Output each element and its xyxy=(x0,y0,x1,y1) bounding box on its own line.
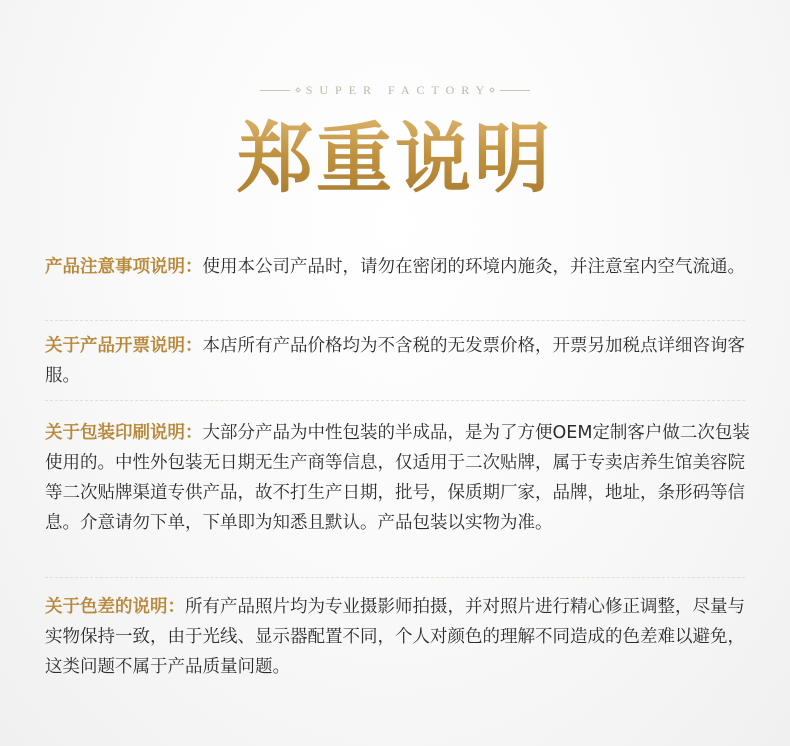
section-label: 产品注意事项说明： xyxy=(45,257,203,277)
section-packaging xyxy=(45,418,757,538)
right-rule xyxy=(500,90,530,91)
left-rule xyxy=(260,90,290,91)
section-divider xyxy=(45,320,745,321)
section-invoice xyxy=(45,331,757,391)
section-text: 所有产品照片均为专业摄影师拍摄，并对照片进行精心修正调整，尽量与实物保持一致，由于光线、显示器配置不同，个人对颜色的理解不同造成的色差难以避免，这类问题不属于产品质量问题。 xyxy=(45,597,745,677)
section-product-notice xyxy=(45,252,757,282)
section-text: 本店所有产品价格均为不含税的无发票价格，开票另加税点详细咨询客服。 xyxy=(45,336,745,386)
section-label: 关于产品开票说明： xyxy=(45,336,203,356)
section-text: 使用本公司产品时，请勿在密闭的环境内施灸，并注意室内空气流通。 xyxy=(202,257,745,277)
section-label: 关于色差的说明： xyxy=(45,597,185,617)
section-text: 大部分产品为中性包装的半成品，是为了方便OEM定制客户做二次包装使用的。中性外包装无日期无生产商等信息，仅适用于二次贴牌，属于专卖店养生馆美容院等二次贴牌渠道专供产品，故不打生产日期，批号，保质期厂家，品牌，地址，条形码等信息。介意请勿下单，下单即为知悉且默认。产品包装以实物为准。 xyxy=(45,423,750,533)
section-label: 关于包装印刷说明： xyxy=(45,423,203,443)
section-divider xyxy=(45,400,745,401)
header-ornament xyxy=(0,80,790,100)
header-subtitle: SUPER FACTORY xyxy=(305,82,492,97)
page-title: 郑重说明 xyxy=(0,114,790,204)
section-divider xyxy=(45,577,745,578)
right-diamond-icon xyxy=(489,87,495,93)
section-color-difference xyxy=(45,592,757,682)
left-diamond-icon xyxy=(295,87,301,93)
